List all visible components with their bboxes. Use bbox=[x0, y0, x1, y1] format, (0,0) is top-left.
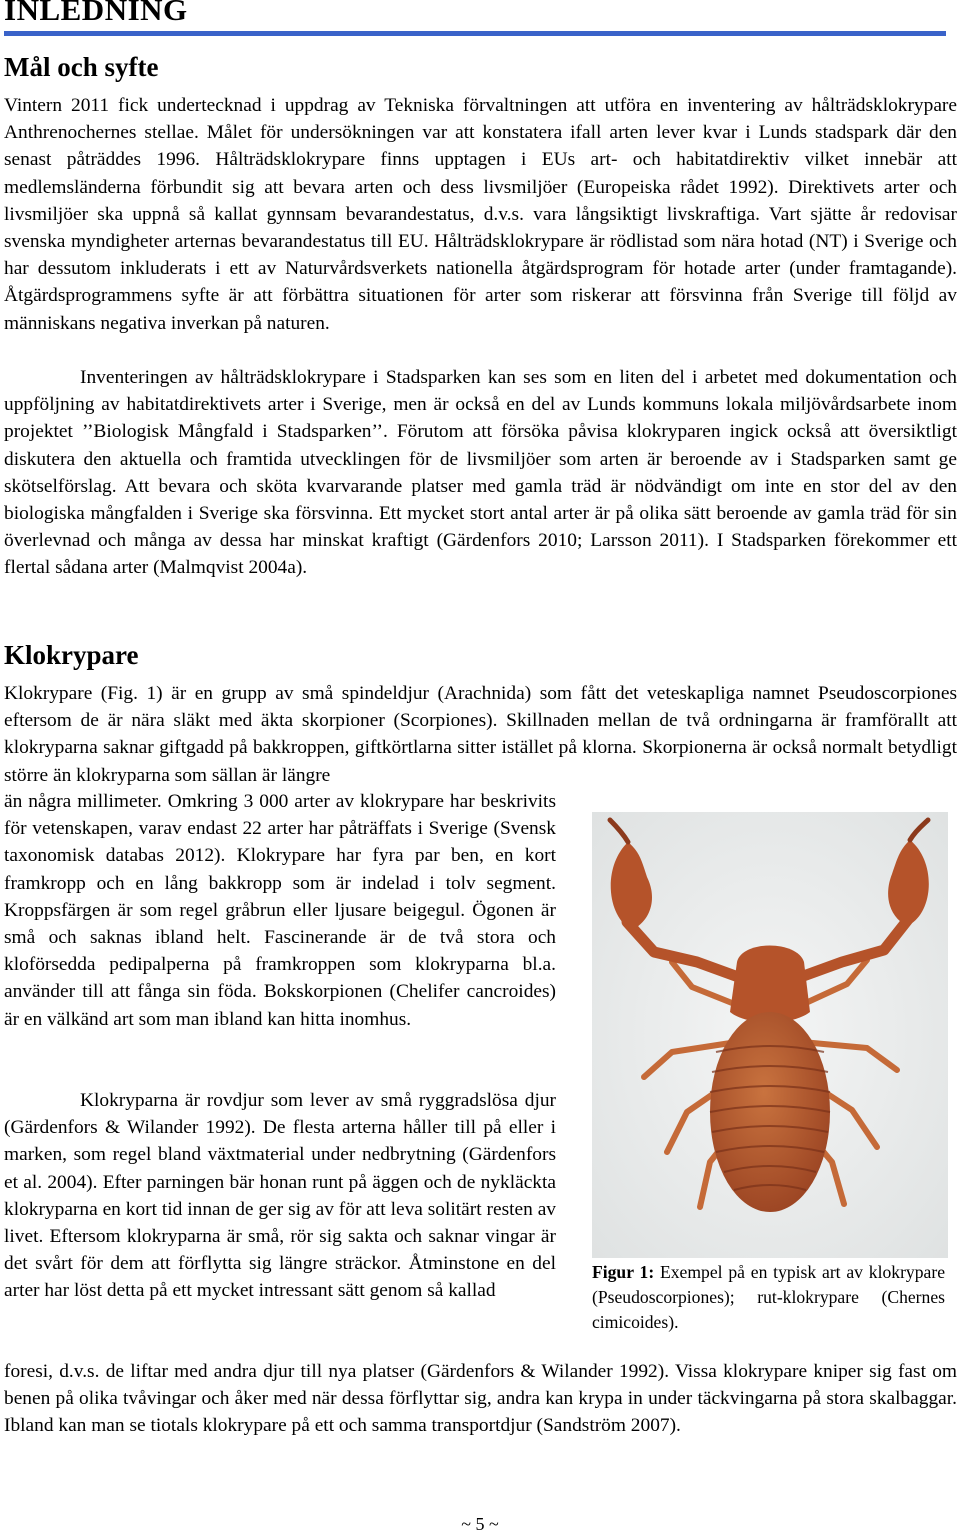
figure-caption bbox=[592, 1260, 945, 1335]
page-number: ~ 5 ~ bbox=[461, 1514, 499, 1534]
paragraph-inventory: Inventeringen av hålträdsklokrypare i Stadsparken kan ses som en liten del i arbetet med dokumentation och uppföljning av habitatdirektivets arter i Sverige, men är också en del av Lunds kommuns lokala miljövårdsarbete inom projektet ’’Biologisk Mångfald i Stadsparken’’. Förutom att försöka påvisa klokryparen ingick också att översiktligt diskutera den aktuella och framtida utvecklingen för de livsmiljöer som arten är beroende av i Stadsparken samt ge skötselförslag. Att bevara och sköta kvarvarande platser med gamla träd är nödvändigt om inte en stor del av den biologiska mångfalden i Sverige ska försvinna. Ett mycket stort antal arter är på olika sätt beroende av gamla träd för sin överlevnad och många av dessa har minskat kraftigt (Gärdenfors 2010; Larsson 2011). I Stadsparken förekommer ett flertal sådana arter (Malmqvist 2004a). bbox=[4, 367, 957, 579]
paragraph-klokrypare-description: än några millimeter. Omkring 3 000 arter av klokrypare har beskrivits för vetenskapen, varav endast 22 arter har påträffats i Sverige (Svensk taxonomisk databas 2012). Klokrypare har fyra par ben, en kort framkropp och en lång bakkropp som är indelad i tolv segment. Kroppsfärgen är som regel gråbrun eller ljusare beigegul. Ögonen är små och saknas ibland helt. Fascinerande är de två stora och kloförsedda pedipalperna på framkroppen som klokryparna bl.a. använder till att fånga sin föda. Bokskorpionen (Chelifer cancroides) är en välkänd art som man ibland kan hitta inomhus. bbox=[4, 791, 556, 1030]
paragraph-foresi: foresi, d.v.s. de liftar med andra djur till nya platser (Gärdenfors & Wilander 1992). Vissa klokrypare kniper sig fast om benen på olika tvåvingar och åker med när dessa förflyttar sig, andra kan krypa in under täckvingarna på stora skalbaggar. Ibland kan man se tiotals klokrypare på ett och samma transportdjur (Sandström 2007). bbox=[4, 1361, 957, 1437]
pseudoscorpion-photo bbox=[592, 812, 948, 1258]
section-title-klokrypare: Klokrypare bbox=[4, 640, 139, 670]
paragraph-klokrypare-intro: Klokrypare (Fig. 1) är en grupp av små spindeldjur (Arachnida) som fått det veteskapliga namnet Pseudoscorpiones eftersom de är nära släkt med äkta skorpioner (Scorpiones). Skillnaden mellan de två ordningarna är framförallt att klokryparna saknar giftgadd på bakkroppen, giftkörtlarna sitter istället på klorna. Skorpionerna är också normalt betydligt större än klokryparna som sällan är längre bbox=[4, 683, 957, 786]
paragraph-klokrypare-behaviour: Klokryparna är rovdjur som lever av små ryggradslösa djur (Gärdenfors & Wilander 1992). De flesta arterna håller till på eller i marken, som regel bland växtmaterial under nedbrytning (Gärdenfors et al. 2004). Efter parningen bär honan runt på äggen och de nykläckta klokryparna en kort tid innan de ger sig av för att leva solitärt resten av livet. Eftersom klokryparna är små, rör sig sakta och saknar vingar är det svårt för dem att förflytta sig längre sträckor. Åtminstone en del arter har löst detta på ett mycket intressant sätt genom så kallad bbox=[4, 1090, 556, 1302]
document-heading: INLEDNING bbox=[4, 0, 188, 27]
paragraph-purpose: Vintern 2011 fick undertecknad i uppdrag av Tekniska förvaltningen att utföra en inventering av hålträdsklokrypare Anthrenochernes stellae. Målet för undersökningen var att konstatera ifall arten lever kvar i Lunds stadspark där den senast påträddes 1996. Hålträdsklokrypare finns upptagen i EUs art- och habitatdirektiv vilket innebär att medlemsländerna förbundit sig att bevara arten och dess livsmiljöer (Europeiska rådet 1992). Direktivets arter och livsmiljöer ska uppnå så kallat gynnsam bevarandestatus, d.v.s. vara långsiktigt livskraftiga. Vart sjätte år redovisar svenska myndigheter arternas bevarandestatus till EU. Hålträdsklokrypare är rödlistad som nära hotad (NT) i Sverige och har dessutom inkluderats i ett av Naturvårdsverkets nationella åtgärdsprogram för hotade arter (under framtagande). Åtgärdsprogrammens syfte är att förbättra situationen för arter som riskerar att försvinna från Sverige till följd av människans negativa inverkan på naturen. bbox=[4, 95, 957, 334]
heading-rule bbox=[4, 31, 946, 36]
figure-caption-label: Figur 1: bbox=[592, 1262, 655, 1282]
figure-caption-text: Exempel på en typisk art av klokrypare (Pseudoscorpiones); rut-klokrypare (Chernes cimicoides). bbox=[592, 1262, 946, 1332]
section-title-mal-och-syfte: Mål och syfte bbox=[4, 52, 159, 82]
